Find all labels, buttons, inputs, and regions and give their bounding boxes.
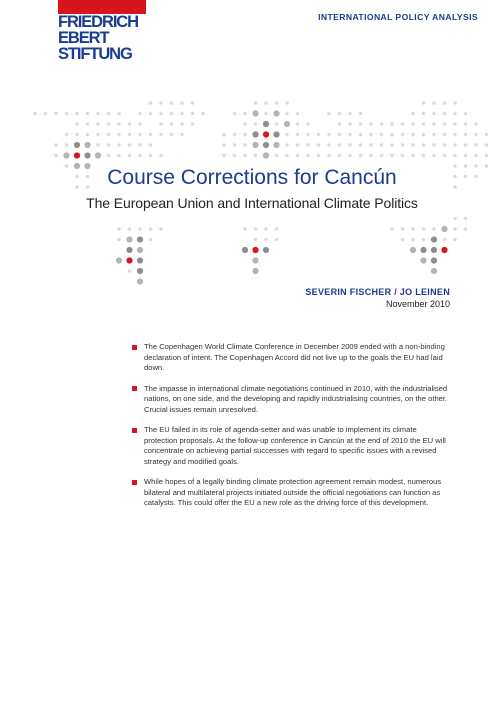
map-dot xyxy=(117,238,121,242)
map-dot xyxy=(254,154,258,158)
summary-item xyxy=(132,425,450,467)
map-dot xyxy=(348,112,352,116)
map-dot xyxy=(420,247,426,253)
map-dot xyxy=(443,238,447,242)
map-dot xyxy=(285,101,289,105)
map-dot xyxy=(401,143,405,147)
map-dot xyxy=(422,112,426,116)
map-dot xyxy=(243,227,247,231)
map-dot xyxy=(327,133,331,137)
map-dot xyxy=(390,133,394,137)
page-title: Course Corrections for Cancún xyxy=(107,166,397,189)
map-dot xyxy=(107,143,111,147)
map-dot xyxy=(275,122,279,126)
map-dot xyxy=(75,122,79,126)
map-dot xyxy=(338,122,342,126)
map-dot xyxy=(369,122,373,126)
map-dot xyxy=(170,122,174,126)
map-dot xyxy=(273,142,279,148)
map-dot xyxy=(453,112,457,116)
map-dot xyxy=(264,112,268,116)
map-dot xyxy=(390,143,394,147)
map-dot xyxy=(252,131,258,137)
map-dot xyxy=(86,133,90,137)
map-dot xyxy=(86,122,90,126)
map-dot xyxy=(443,101,447,105)
summary-text: The Copenhagen World Climate Conference in December 2009 ended with a non-binding declaration of intent. The Copenhagen Accord did not live up to the goals the EU had laid down. xyxy=(144,342,445,372)
map-dot xyxy=(159,133,163,137)
map-dot xyxy=(95,152,101,158)
map-dot xyxy=(474,122,478,126)
map-dot xyxy=(243,122,247,126)
map-dot xyxy=(107,133,111,137)
map-dot xyxy=(254,101,258,105)
map-dot xyxy=(338,112,342,116)
map-dot xyxy=(443,154,447,158)
map-dot xyxy=(96,112,100,116)
map-dot xyxy=(485,133,489,137)
map-dot xyxy=(390,227,394,231)
map-dot xyxy=(285,112,289,116)
map-highlight-dot xyxy=(441,247,447,253)
map-dot xyxy=(117,112,121,116)
map-dot xyxy=(338,154,342,158)
map-dot xyxy=(411,154,415,158)
map-dot xyxy=(137,268,143,274)
map-dot xyxy=(117,133,121,137)
page-subtitle: The European Union and International Climate Politics xyxy=(86,195,418,211)
map-highlight-dot xyxy=(126,257,132,263)
map-dot xyxy=(149,101,153,105)
map-dot xyxy=(191,122,195,126)
map-dot xyxy=(411,112,415,116)
red-square-bullet-icon xyxy=(132,480,137,485)
map-dot xyxy=(410,247,416,253)
map-dot xyxy=(338,133,342,137)
map-dot xyxy=(317,143,321,147)
map-dot xyxy=(431,268,437,274)
map-dot xyxy=(65,133,69,137)
map-dot xyxy=(75,133,79,137)
map-dot xyxy=(54,143,58,147)
map-dot xyxy=(485,143,489,147)
map-dot xyxy=(453,238,457,242)
map-dot xyxy=(275,101,279,105)
map-dot xyxy=(149,133,153,137)
map-dot xyxy=(464,112,468,116)
map-dot xyxy=(65,112,69,116)
map-dot xyxy=(126,247,132,253)
map-dot xyxy=(390,122,394,126)
map-dot xyxy=(464,133,468,137)
map-dot xyxy=(380,122,384,126)
map-dot xyxy=(252,110,258,116)
map-dot xyxy=(401,122,405,126)
map-dot xyxy=(243,133,247,137)
series-label: INTERNATIONAL POLICY ANALYSIS xyxy=(318,12,478,22)
map-dot xyxy=(359,133,363,137)
map-dot xyxy=(464,143,468,147)
map-dot xyxy=(44,112,48,116)
logo-line-1: FRIEDRICH xyxy=(58,13,138,31)
map-dot xyxy=(116,257,122,263)
map-dot xyxy=(159,227,163,231)
map-dot xyxy=(170,112,174,116)
map-dot xyxy=(327,154,331,158)
map-dot xyxy=(464,227,468,231)
map-dot xyxy=(243,112,247,116)
map-dot xyxy=(254,238,258,242)
map-dot xyxy=(243,154,247,158)
map-dot xyxy=(264,101,268,105)
map-dot xyxy=(411,227,415,231)
map-dot xyxy=(453,143,457,147)
map-dot xyxy=(411,238,415,242)
map-dot xyxy=(359,154,363,158)
map-dot xyxy=(432,133,436,137)
map-dot xyxy=(159,101,163,105)
map-dot xyxy=(252,268,258,274)
map-dot xyxy=(128,269,132,273)
map-dot xyxy=(432,154,436,158)
map-dot xyxy=(359,143,363,147)
map-dot xyxy=(96,133,100,137)
map-dot xyxy=(233,143,237,147)
map-dot xyxy=(348,154,352,158)
map-dot xyxy=(348,122,352,126)
map-dot xyxy=(422,122,426,126)
map-dot xyxy=(285,143,289,147)
map-dot xyxy=(453,227,457,231)
map-dot xyxy=(242,247,248,253)
map-dot xyxy=(432,122,436,126)
map-dot xyxy=(128,227,132,231)
map-dot xyxy=(191,112,195,116)
map-dot xyxy=(252,257,258,263)
map-dot xyxy=(327,112,331,116)
map-dot xyxy=(453,122,457,126)
map-dot xyxy=(107,112,111,116)
map-dot xyxy=(263,247,269,253)
map-dot xyxy=(453,154,457,158)
map-dot xyxy=(117,227,121,231)
map-dot xyxy=(264,238,268,242)
map-dot xyxy=(369,154,373,158)
map-dot xyxy=(96,143,100,147)
map-dot xyxy=(107,122,111,126)
map-dot xyxy=(149,238,153,242)
map-dot xyxy=(33,112,37,116)
summary-item xyxy=(132,342,450,374)
map-dot xyxy=(443,133,447,137)
map-dot xyxy=(464,154,468,158)
map-dot xyxy=(390,154,394,158)
map-dot xyxy=(443,112,447,116)
map-dot xyxy=(138,154,142,158)
map-dot xyxy=(422,238,426,242)
map-dot xyxy=(273,110,279,116)
red-square-bullet-icon xyxy=(132,428,137,433)
map-dot xyxy=(137,247,143,253)
map-dot xyxy=(453,101,457,105)
map-dot xyxy=(306,133,310,137)
map-dot xyxy=(128,133,132,137)
map-dot xyxy=(401,238,405,242)
map-dot xyxy=(422,154,426,158)
map-dot xyxy=(285,133,289,137)
map-dot xyxy=(128,143,132,147)
map-dot xyxy=(54,154,58,158)
map-dot xyxy=(432,143,436,147)
authors: SEVERIN FISCHER / JO LEINEN xyxy=(305,287,450,297)
map-dot xyxy=(359,122,363,126)
map-dot xyxy=(306,122,310,126)
map-dot xyxy=(138,133,142,137)
map-dot xyxy=(411,143,415,147)
map-dot xyxy=(138,122,142,126)
map-dot xyxy=(254,122,258,126)
map-dot xyxy=(296,143,300,147)
map-dot xyxy=(380,133,384,137)
map-dot xyxy=(201,112,205,116)
map-dot xyxy=(317,133,321,137)
publication-date: November 2010 xyxy=(385,299,450,309)
map-dot xyxy=(159,154,163,158)
map-dot xyxy=(170,101,174,105)
map-dot xyxy=(84,142,90,148)
map-dot xyxy=(275,238,279,242)
summary-list xyxy=(132,342,450,519)
map-dot xyxy=(137,257,143,263)
map-dot xyxy=(485,154,489,158)
map-dot xyxy=(420,257,426,263)
map-dot xyxy=(222,143,226,147)
map-dot xyxy=(296,112,300,116)
map-dot xyxy=(411,133,415,137)
map-dot xyxy=(180,101,184,105)
map-dot xyxy=(369,143,373,147)
map-dot xyxy=(180,112,184,116)
map-dot xyxy=(138,112,142,116)
map-dot xyxy=(296,122,300,126)
map-dot xyxy=(431,236,437,242)
map-dot xyxy=(273,131,279,137)
map-dot xyxy=(453,133,457,137)
fes-logo xyxy=(58,0,146,62)
map-dot xyxy=(254,227,258,231)
map-dot xyxy=(263,142,269,148)
map-dot xyxy=(306,143,310,147)
map-highlight-dot xyxy=(252,247,258,253)
map-dot xyxy=(432,112,436,116)
map-dot xyxy=(263,152,269,158)
map-dot xyxy=(180,122,184,126)
map-dot xyxy=(431,247,437,253)
map-dot xyxy=(263,121,269,127)
map-dot xyxy=(75,112,79,116)
map-dot xyxy=(422,143,426,147)
map-dot xyxy=(422,101,426,105)
map-dot xyxy=(422,133,426,137)
map-dot xyxy=(86,112,90,116)
logo-line-2: EBERT xyxy=(58,29,109,47)
map-dot xyxy=(137,236,143,242)
map-dot xyxy=(441,226,447,232)
map-dot xyxy=(432,227,436,231)
map-dot xyxy=(422,227,426,231)
summary-item xyxy=(132,477,450,509)
map-dot xyxy=(401,154,405,158)
map-dot xyxy=(411,122,415,126)
map-dot xyxy=(327,143,331,147)
map-dot xyxy=(191,101,195,105)
map-dot xyxy=(401,133,405,137)
map-dot xyxy=(138,227,142,231)
map-dot xyxy=(138,143,142,147)
map-dot xyxy=(233,133,237,137)
map-dot xyxy=(284,121,290,127)
map-dot xyxy=(149,112,153,116)
map-dot xyxy=(137,278,143,284)
map-dot xyxy=(222,133,226,137)
red-square-bullet-icon xyxy=(132,386,137,391)
map-dot xyxy=(84,152,90,158)
summary-text: While hopes of a legally binding climate protection agreement remain modest, numerous bilateral and multilateral projects initiated outside the official negotiations can function as catalysts. This could offer the EU a new role as the driving force of this development. xyxy=(144,477,442,507)
map-dot xyxy=(107,154,111,158)
map-dot xyxy=(453,217,457,221)
map-dot xyxy=(296,154,300,158)
map-dot xyxy=(128,122,132,126)
map-dot xyxy=(464,217,468,221)
logo-line-3: STIFTUNG xyxy=(58,45,132,63)
map-dot xyxy=(117,143,121,147)
map-dot xyxy=(63,152,69,158)
map-dot xyxy=(443,143,447,147)
map-dot xyxy=(380,154,384,158)
map-dot xyxy=(233,112,237,116)
map-dot xyxy=(180,133,184,137)
map-dot xyxy=(443,122,447,126)
map-dot xyxy=(296,133,300,137)
map-dot xyxy=(401,227,405,231)
red-square-bullet-icon xyxy=(132,345,137,350)
map-dot xyxy=(359,112,363,116)
map-dot xyxy=(117,122,121,126)
logo-red-bar xyxy=(58,0,146,14)
map-dot xyxy=(74,142,80,148)
map-dot xyxy=(348,133,352,137)
map-dot xyxy=(317,154,321,158)
map-highlight-dot xyxy=(74,152,80,158)
map-dot xyxy=(126,236,132,242)
map-dot xyxy=(474,154,478,158)
map-dot xyxy=(149,227,153,231)
map-dot xyxy=(117,154,121,158)
map-dot xyxy=(170,133,174,137)
map-dot xyxy=(264,227,268,231)
map-dot xyxy=(432,101,436,105)
map-dot xyxy=(252,142,258,148)
map-dot xyxy=(159,122,163,126)
map-dot xyxy=(243,143,247,147)
map-dot xyxy=(54,112,58,116)
map-dot xyxy=(338,143,342,147)
map-dot xyxy=(149,154,153,158)
map-dot xyxy=(464,122,468,126)
summary-text: The impasse in international climate negotiations continued in 2010, with the industrialised nations, on one side, and the developing and rapidly industrialising countries, on the other. Crucial issues remain unresolved. xyxy=(144,383,448,414)
map-dot xyxy=(474,143,478,147)
map-dot xyxy=(285,154,289,158)
summary-item xyxy=(132,384,450,416)
map-dot xyxy=(474,133,478,137)
map-dot xyxy=(369,133,373,137)
map-dot xyxy=(380,143,384,147)
map-dot xyxy=(275,227,279,231)
summary-text: The EU failed in its role of agenda-setter and was unable to implement its climate protection proposals. At the follow-up conference in Cancún at the end of 2010 the EU will concentrate on achieving partial successes with regard to specific issues with a revised strategy and modified goals. xyxy=(144,425,446,466)
map-dot xyxy=(431,257,437,263)
map-dot xyxy=(222,154,226,158)
map-dot xyxy=(65,143,69,147)
map-dot xyxy=(96,122,100,126)
map-dot xyxy=(233,154,237,158)
map-dot xyxy=(159,112,163,116)
map-dot xyxy=(348,143,352,147)
map-dot xyxy=(149,143,153,147)
map-highlight-dot xyxy=(263,131,269,137)
map-dot xyxy=(306,154,310,158)
map-dot xyxy=(275,154,279,158)
map-dot xyxy=(128,154,132,158)
